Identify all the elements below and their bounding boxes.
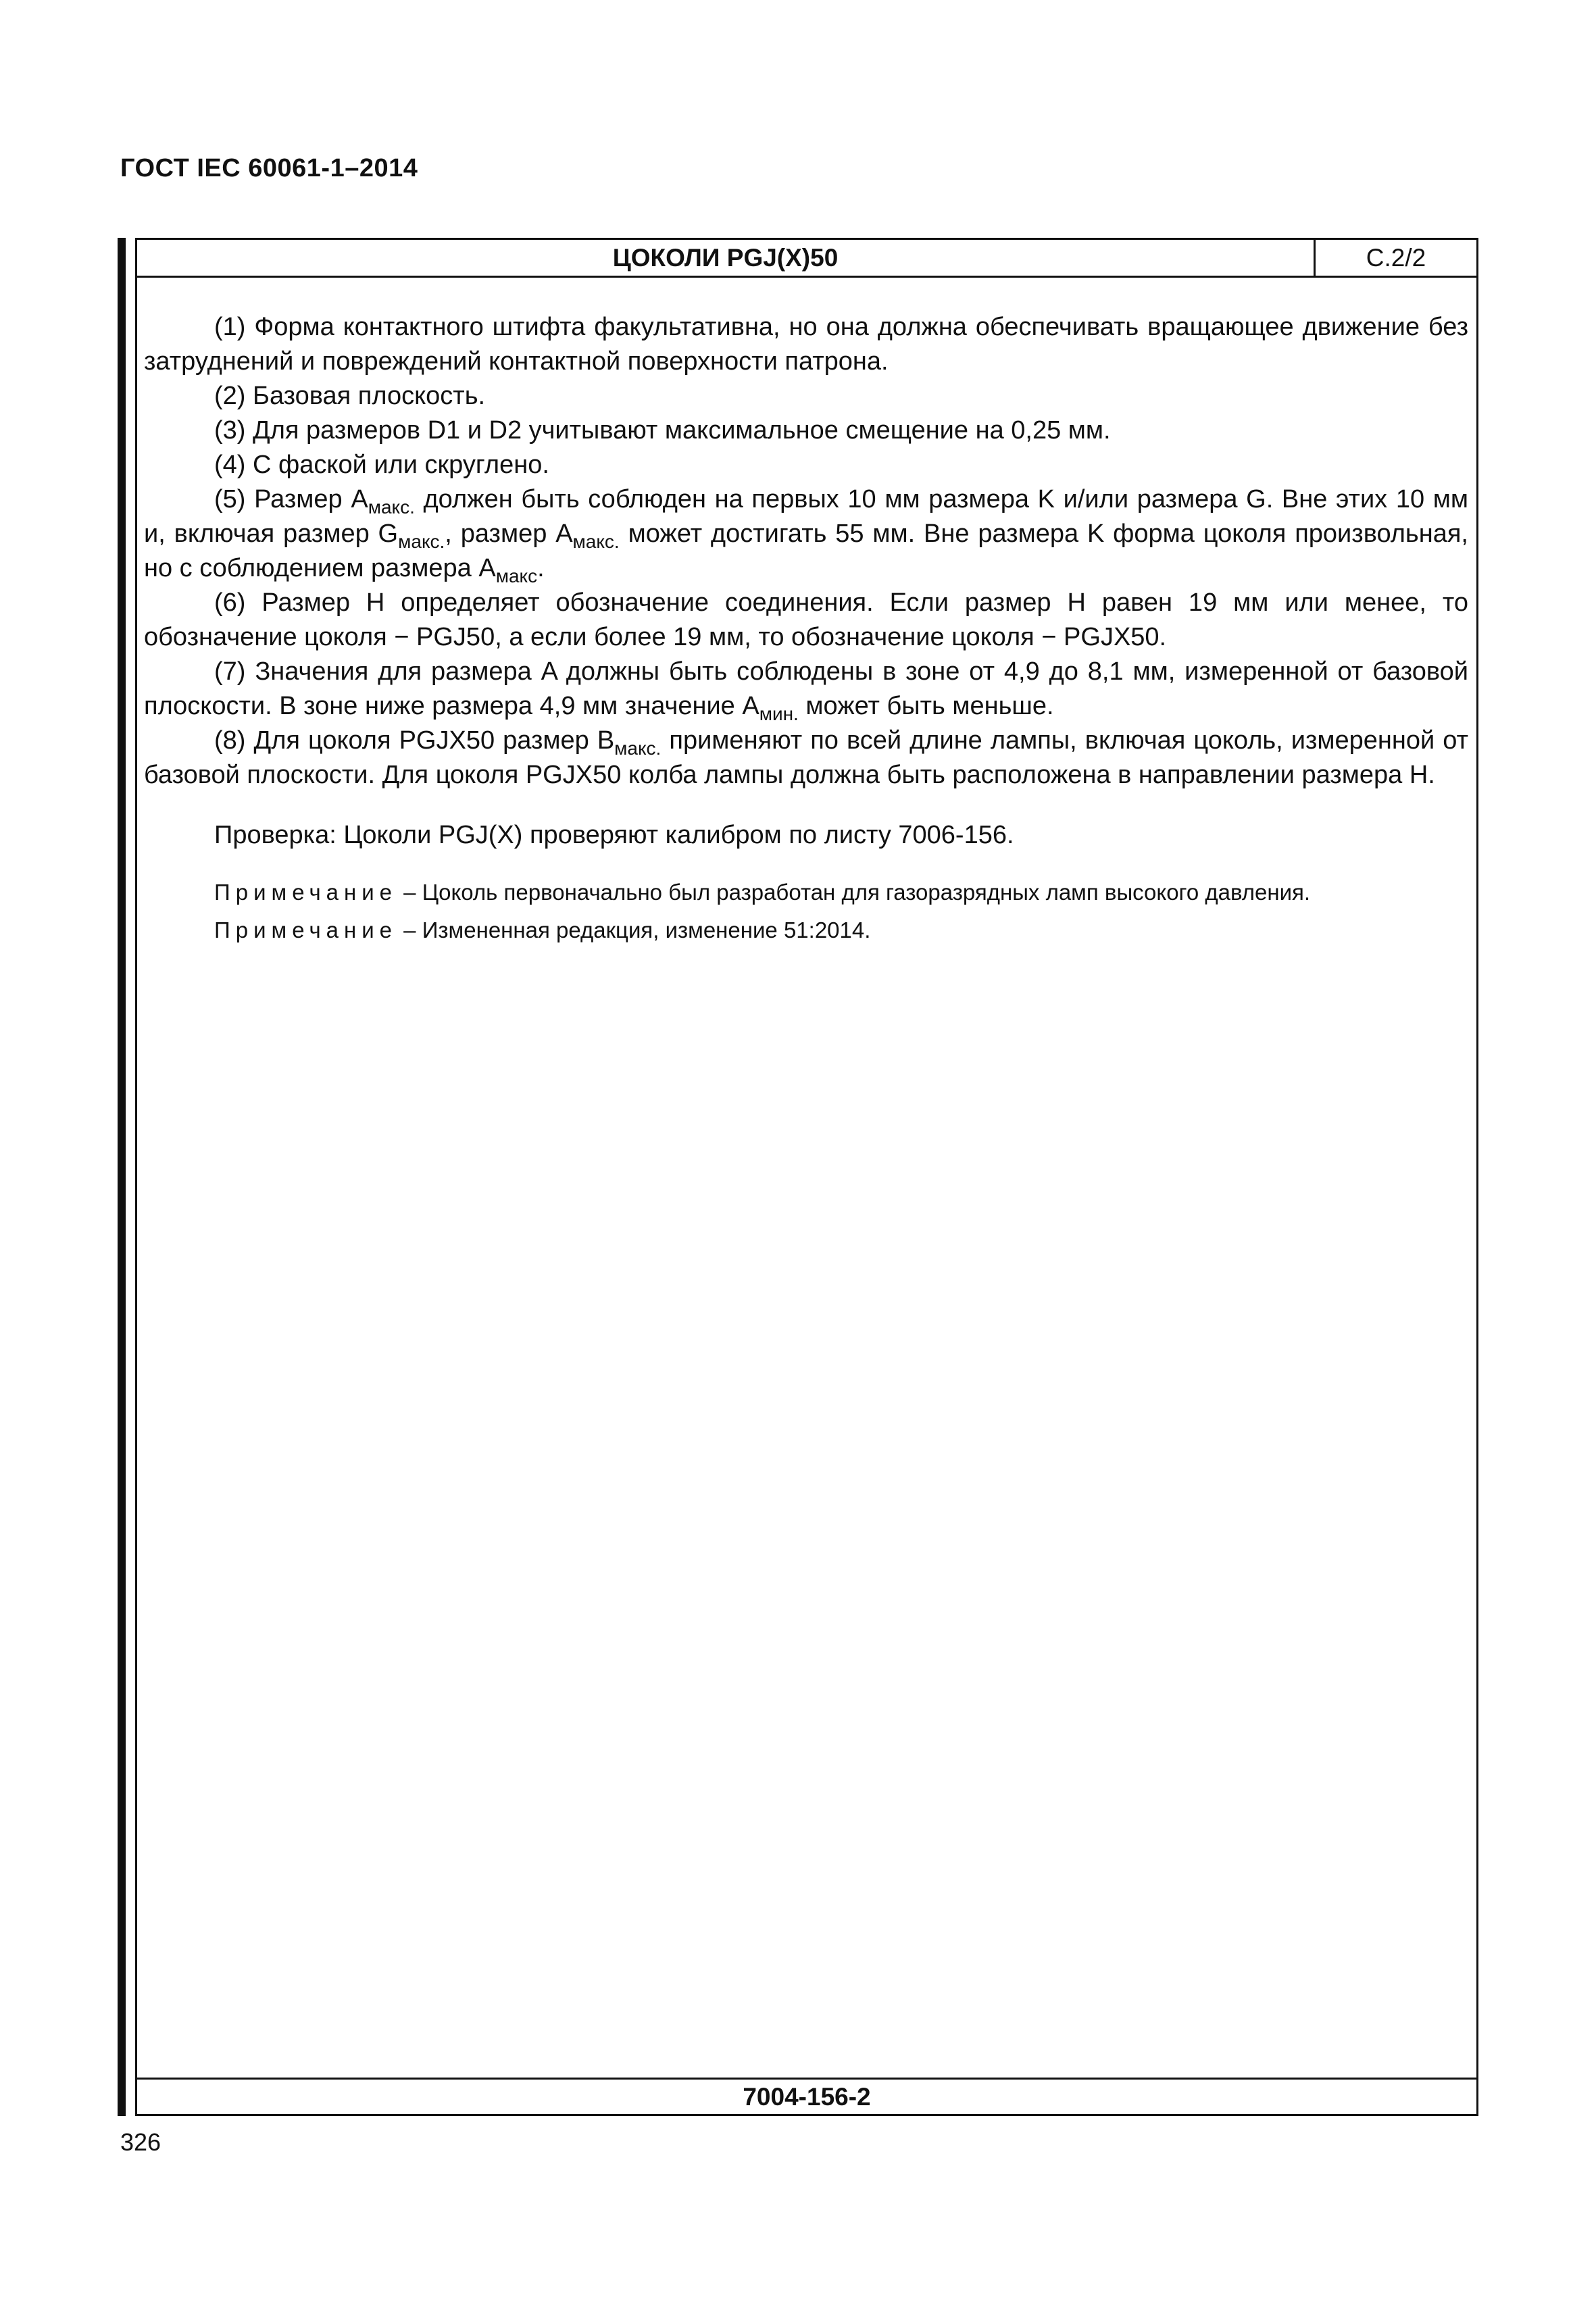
note-3: (3) Для размеров D1 и D2 учитывают максимальное смещение на 0,25 мм.	[214, 416, 1111, 445]
remark-label: Примечание	[214, 917, 398, 942]
note-5-text: может достигать 55 мм. Вне размера K форма цоколя произвольная, но с соблюдением размера A	[144, 520, 1468, 582]
remark-text: – Цоколь первоначально был разработан для газоразрядных ламп высокого давления.	[397, 880, 1311, 905]
note-8-text: применяют по всей длине лампы, включая цоколь, измеренной от базовой плоскости. Для цоколя PGJX50 колба лампы должна быть расположена в направлении размера H.	[144, 726, 1468, 789]
sheet-content	[144, 310, 1468, 947]
remark	[144, 913, 1468, 947]
change-bar	[118, 238, 126, 2116]
note-7	[144, 655, 1468, 724]
note-5-subscript: макс.	[398, 531, 445, 552]
verification-text: Проверка: Цоколи PGJ(X) проверяют калибром по листу 7006-156.	[214, 821, 1014, 849]
document-id: ГОСТ IEC 60061-1–2014	[120, 154, 418, 182]
sheet-title-row	[137, 240, 1476, 278]
remark	[144, 876, 1468, 909]
note-5-subscript: макс	[495, 565, 538, 586]
remark-text: – Измененная редакция, изменение 51:2014.	[397, 917, 871, 942]
remark-label: Примечание	[214, 880, 398, 905]
note-5-subscript: макс.	[572, 531, 620, 552]
sheet-page-indicator: С.2/2	[1366, 243, 1426, 272]
note-5-subscript: макс.	[368, 497, 415, 518]
sheet-title: ЦОКОЛИ PGJ(X)50	[137, 240, 1316, 276]
note-2: (2) Базовая плоскость.	[214, 382, 486, 410]
note-4: (4) С фаской или скруглено.	[214, 451, 549, 479]
sheet-number: 7004-156-2	[137, 2078, 1476, 2114]
note-8-subscript: макс.	[614, 738, 662, 759]
note-5-text: должен быть соблюден на первых 10 мм размера K и/или размера G. Вне этих 10 мм и, включая размер G	[144, 485, 1468, 548]
note-5-text: .	[537, 554, 545, 582]
note-8	[144, 724, 1468, 793]
note-8-text: (8) Для цоколя PGJX50 размер B	[214, 726, 615, 755]
note-5	[144, 482, 1468, 586]
page-number: 326	[120, 2128, 161, 2156]
note-6: (6) Размер H определяет обозначение соединения. Если размер H равен 19 мм или менее, то обозначение цоколя − PGJ50, а если более 19 мм, то обозначение цоколя − PGJX50.	[144, 588, 1468, 651]
note-1: (1) Форма контактного штифта факультативна, но она должна обеспечивать вращающее движение без затруднений и повреждений контактной поверхности патрона.	[144, 313, 1468, 376]
note-5-text: (5) Размер A	[214, 485, 368, 513]
note-7-text: (7) Значения для размера A должны быть соблюдены в зоне от 4,9 до 8,1 мм, измеренной от базовой плоскости. В зоне ниже размера 4,9 мм значение A	[144, 657, 1468, 720]
note-7-subscript: мин.	[759, 703, 799, 724]
note-5-text: , размер A	[445, 520, 573, 548]
sheet-frame	[135, 238, 1478, 2116]
note-7-text: может быть меньше.	[798, 692, 1054, 720]
